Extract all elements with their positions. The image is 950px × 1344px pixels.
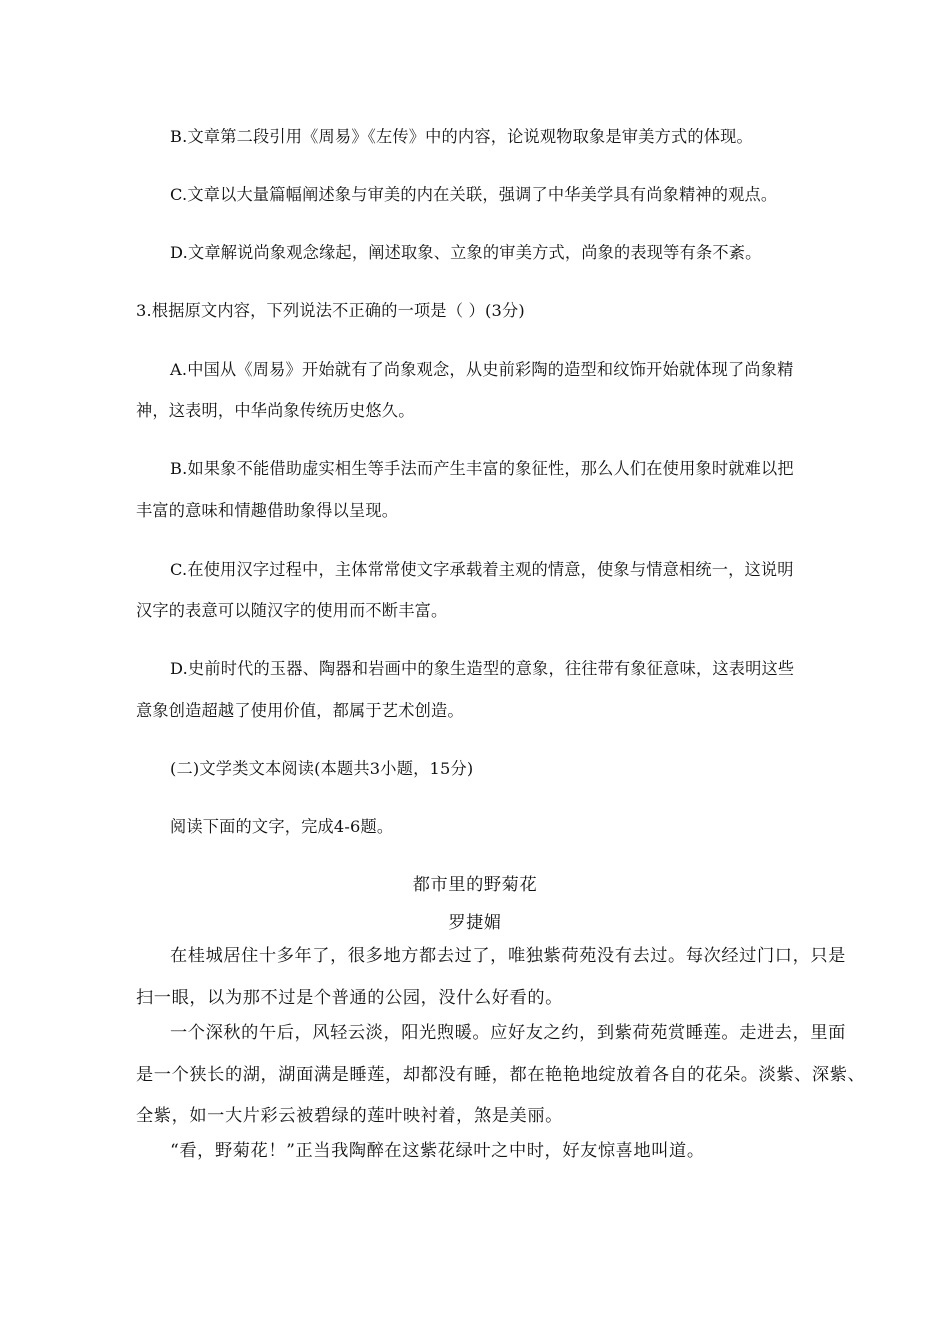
article-paragraph-line: 扫一眼，以为那不过是个普通的公园，没什么好看的。 xyxy=(136,988,563,1008)
section-heading: (二)文学类文本阅读(本题共3小题，15分) xyxy=(170,759,474,778)
article-paragraph-line: 是一个狭长的湖，湖面满是睡莲，却都没有睡，都在艳艳地绽放着各自的花朵。淡紫、深紫、 xyxy=(136,1065,866,1085)
reading-instruction: 阅读下面的文字，完成4-6题。 xyxy=(170,817,394,836)
q2-option-c: C.文章以大量篇幅阐述象与审美的内在关联，强调了中华美学具有尚象精神的观点。 xyxy=(170,185,778,204)
q3-option-b-line1: B.如果象不能借助虚实相生等手法而产生丰富的象征性，那么人们在使用象时就难以把 xyxy=(170,459,794,478)
article-paragraph-line: 一个深秋的午后，风轻云淡，阳光煦暖。应好友之约，到紫荷苑赏睡莲。走进去，里面 xyxy=(170,1023,846,1043)
q3-stem: 3.根据原文内容，下列说法不正确的一项是（ ）(3分) xyxy=(136,301,525,320)
q2-option-b: B.文章第二段引用《周易》《左传》中的内容，论说观物取象是审美方式的体现。 xyxy=(170,127,753,146)
article-author: 罗捷媚 xyxy=(448,913,502,933)
article-title: 都市里的野菊花 xyxy=(412,875,538,895)
q3-option-c-line1: C.在使用汉字过程中，主体常常使文字承载着主观的情意，使象与情意相统一，这说明 xyxy=(170,560,794,579)
q3-option-a-line2: 神，这表明，中华尚象传统历史悠久。 xyxy=(136,401,415,420)
q3-option-a-line1: A.中国从《周易》开始就有了尚象观念，从史前彩陶的造型和纹饰开始就体现了尚象精 xyxy=(170,360,794,379)
q2-option-d: D.文章解说尚象观念缘起，阐述取象、立象的审美方式，尚象的表现等有条不紊。 xyxy=(170,243,762,262)
article-paragraph-line: 全紫，如一大片彩云被碧绿的莲叶映衬着，煞是美丽。 xyxy=(136,1106,563,1126)
article-paragraph-line: “看，野菊花！”正当我陶醉在这紫花绿叶之中时，好友惊喜地叫道。 xyxy=(170,1141,705,1161)
article-paragraph-line: 在桂城居住十多年了，很多地方都去过了，唯独紫荷苑没有去过。每次经过门口，只是 xyxy=(170,946,846,966)
q3-option-c-line2: 汉字的表意可以随汉字的使用而不断丰富。 xyxy=(136,601,448,620)
q3-option-d-line1: D.史前时代的玉器、陶器和岩画中的象生造型的意象，往往带有象征意味，这表明这些 xyxy=(170,659,795,678)
q3-option-d-line2: 意象创造超越了使用价值，都属于艺术创造。 xyxy=(136,701,464,720)
q3-option-b-line2: 丰富的意味和情趣借助象得以呈现。 xyxy=(136,501,399,520)
